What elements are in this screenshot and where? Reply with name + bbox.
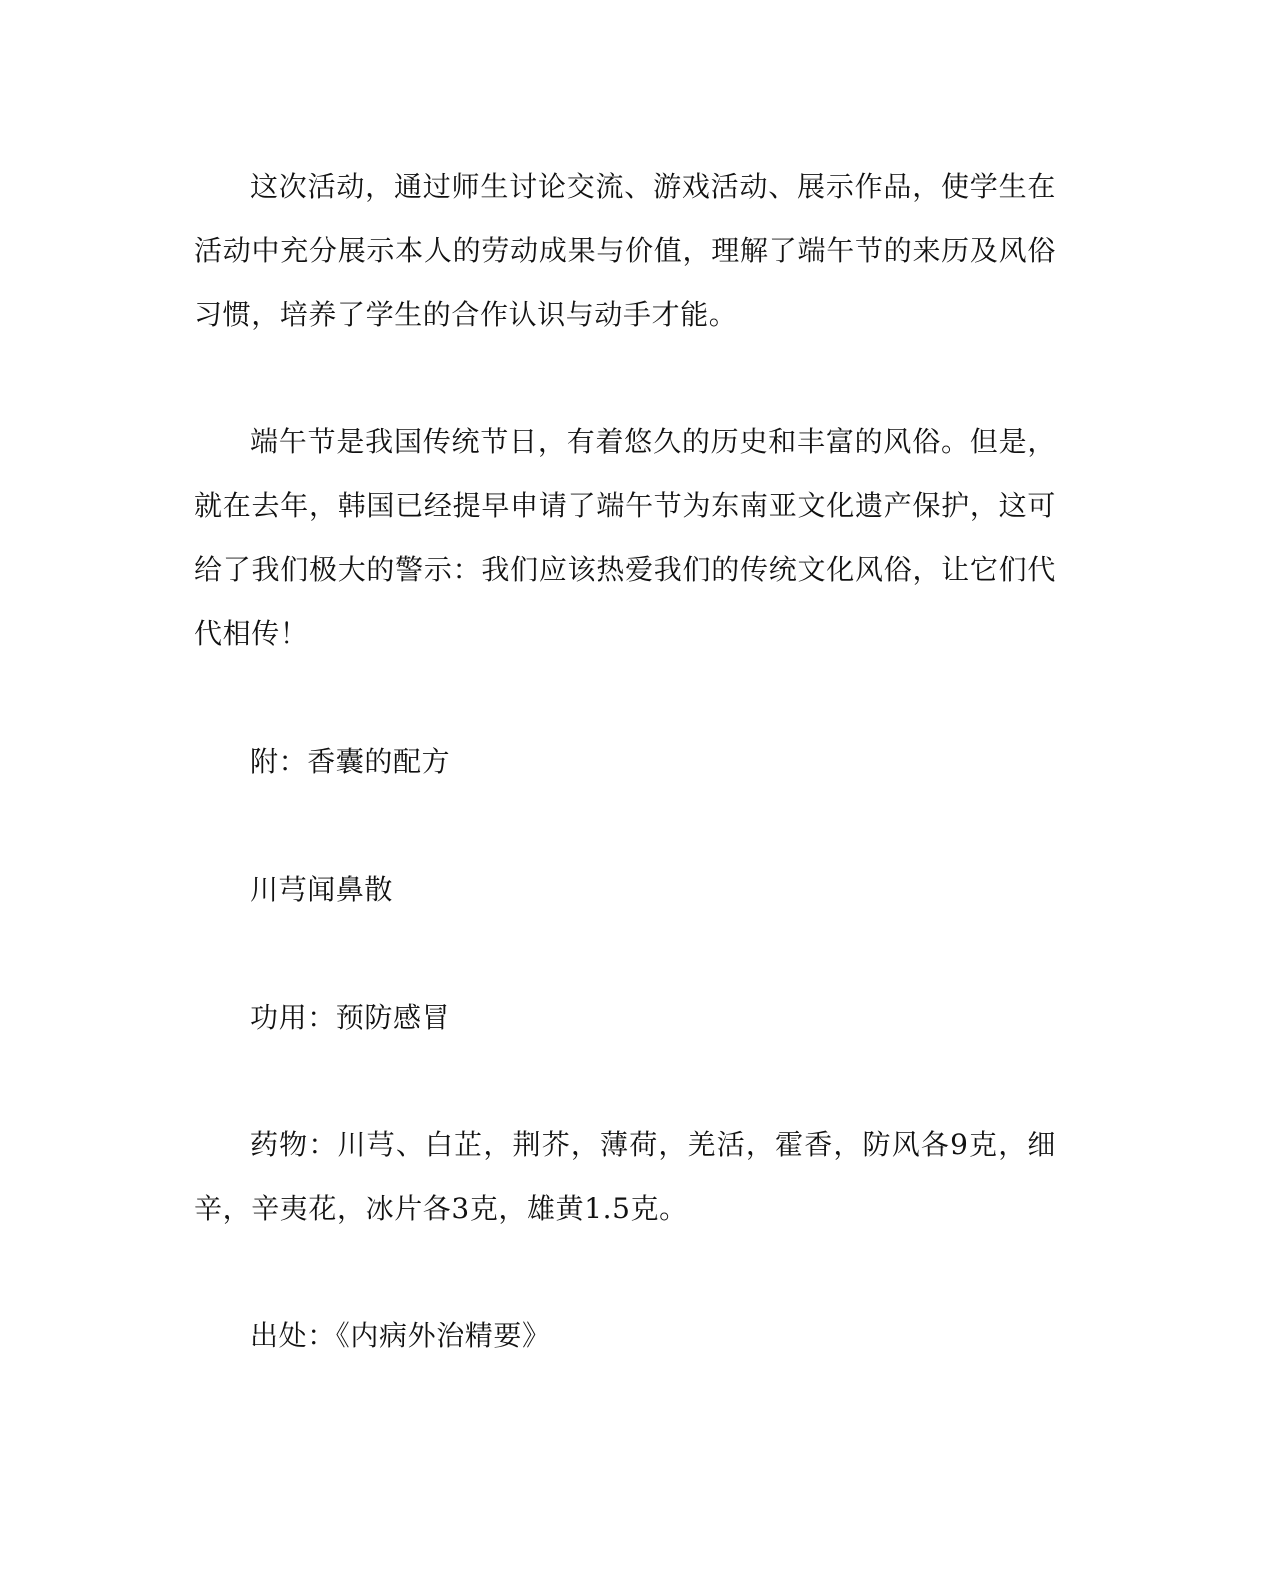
recipe-ingredients: 药物：川芎、白芷，荆芥，薄荷，羌活，霍香，防风各9克，细辛，辛夷花，冰片各3克，雄黄1.5克。 [194, 1128, 1056, 1225]
recipe-source: 出处：《内病外治精要》 [250, 1319, 551, 1352]
recipe-name: 川芎闻鼻散 [250, 873, 394, 906]
appendix-heading: 附：香囊的配方 [250, 745, 451, 778]
recipe-function: 功用：预防感冒 [250, 1001, 451, 1034]
paragraph-dragon-boat-heritage: 端午节是我国传统节日，有着悠久的历史和丰富的风俗。但是，就在去年，韩国已经提早申请了端午节为东南亚文化遗产保护，这可给了我们极大的警示：我们应该热爱我们的传统文化风俗，让它们代代相传！ [194, 425, 1056, 650]
paragraph-activity-summary: 这次活动，通过师生讨论交流、游戏活动、展示作品，使学生在活动中充分展示本人的劳动成果与价值，理解了端午节的来历及风俗习惯，培养了学生的合作认识与动手才能。 [194, 170, 1056, 331]
